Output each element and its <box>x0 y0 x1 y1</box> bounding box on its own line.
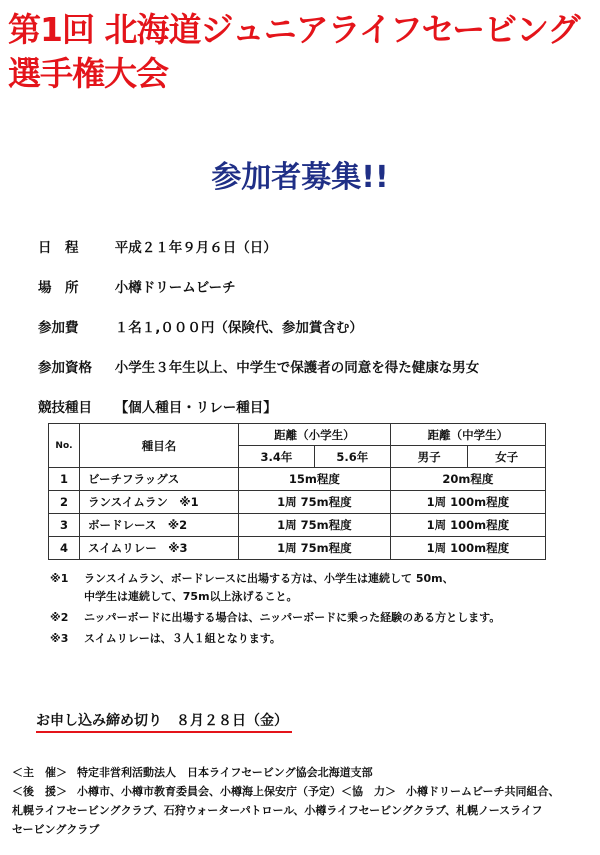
host-label: ＜主 催＞ <box>12 766 67 779</box>
events-value: 【個人種目・リレー種目】 <box>114 400 277 416</box>
row-event-name: ランスイムラン ※1 <box>80 491 239 514</box>
events-table <box>48 423 546 560</box>
organizer-support <box>12 782 592 801</box>
row-no: 1 <box>49 468 80 491</box>
event-title: 第1回 北海道ジュニアライフセービング選手権大会 <box>8 10 580 93</box>
row-event-name: スイムリレー ※3 <box>80 537 239 560</box>
row-elem-distance: 1周 75m程度 <box>239 537 391 560</box>
row-jh-distance: 1周 100m程度 <box>390 537 545 560</box>
table-row <box>49 468 546 491</box>
application-deadline: お申し込み締め切り ８月２８日（金） <box>36 711 292 733</box>
host-value: 特定非営利活動法人 日本ライフセービング協会北海道支部 <box>77 766 373 779</box>
table-row <box>49 537 546 560</box>
fee-value: １名１,０００円（保険代、参加賞含む） <box>114 320 363 336</box>
note-mark: ※2 <box>50 611 69 624</box>
note-text: ランスイムラン、ボードレースに出場する方は、小学生は連続して 50m、 <box>84 572 454 585</box>
row-elem-distance: 1周 75m程度 <box>239 514 391 537</box>
table-header-row <box>49 424 546 446</box>
eligibility-value: 小学生３年生以上、中学生で保護者の同意を得た健康な男女 <box>114 360 480 376</box>
info-row-date <box>38 236 598 256</box>
header-girls: 女子 <box>468 446 546 468</box>
note-1 <box>50 570 590 586</box>
place-value: 小樽ドリームビーチ <box>114 280 236 296</box>
info-row-place <box>38 276 598 296</box>
note-1-cont <box>50 588 590 604</box>
support-label: ＜後 援＞ <box>12 785 67 798</box>
row-jh-distance: 1周 100m程度 <box>390 514 545 537</box>
note-text: スイムリレーは、３人１組となります。 <box>84 632 281 645</box>
organizer-coop-line3: セービングクラブ <box>12 823 100 836</box>
organizer-host <box>12 763 592 782</box>
info-row-fee <box>38 316 598 336</box>
events-label: 競技種目 <box>38 400 92 416</box>
row-event-name: ビーチフラッグス <box>80 468 239 491</box>
support-value: 小樽市、小樽市教育委員会、小樽海上保安庁（予定） <box>77 785 341 798</box>
recruitment-heading: 参加者募集!! <box>211 160 389 195</box>
note-text: 中学生は連続して、75m以上泳げること。 <box>84 590 298 603</box>
coop-value: 小樽ドリームビーチ共同組合、 <box>406 785 560 798</box>
note-3 <box>50 630 590 646</box>
note-text: ニッパーボードに出場する場合は、ニッパーボードに乗った経験のある方とします。 <box>84 611 501 624</box>
row-no: 3 <box>49 514 80 537</box>
header-grade-34: 3.4年 <box>239 446 315 468</box>
header-jh-distance: 距離（中学生） <box>390 424 545 446</box>
info-row-events <box>38 396 598 416</box>
eligibility-label: 参加資格 <box>38 360 92 376</box>
header-grade-56: 5.6年 <box>314 446 390 468</box>
table-row <box>49 514 546 537</box>
row-jh-distance: 20m程度 <box>390 468 545 491</box>
header-no: No. <box>49 424 80 468</box>
coop-label: ＜協 力＞ <box>341 785 396 798</box>
row-elem-distance: 15m程度 <box>239 468 391 491</box>
date-value: 平成２１年９月６日（日） <box>114 240 277 256</box>
row-jh-distance: 1周 100m程度 <box>390 491 545 514</box>
organizer-coop-line2: 札幌ライフセービングクラブ、石狩ウォーターパトロール、小樽ライフセービングクラブ、札幌ノースライフ <box>12 804 543 817</box>
place-label: 場 所 <box>38 280 79 296</box>
row-no: 4 <box>49 537 80 560</box>
note-mark: ※1 <box>50 572 69 585</box>
header-boys: 男子 <box>390 446 468 468</box>
header-elem-distance: 距離（小学生） <box>239 424 391 446</box>
fee-label: 参加費 <box>38 320 79 336</box>
info-row-eligibility <box>38 356 598 376</box>
note-mark: ※3 <box>50 632 69 645</box>
note-2 <box>50 609 590 625</box>
table-row <box>49 491 546 514</box>
date-label: 日 程 <box>38 240 79 256</box>
header-event-name: 種目名 <box>80 424 239 468</box>
row-elem-distance: 1周 75m程度 <box>239 491 391 514</box>
row-event-name: ボードレース ※2 <box>80 514 239 537</box>
row-no: 2 <box>49 491 80 514</box>
